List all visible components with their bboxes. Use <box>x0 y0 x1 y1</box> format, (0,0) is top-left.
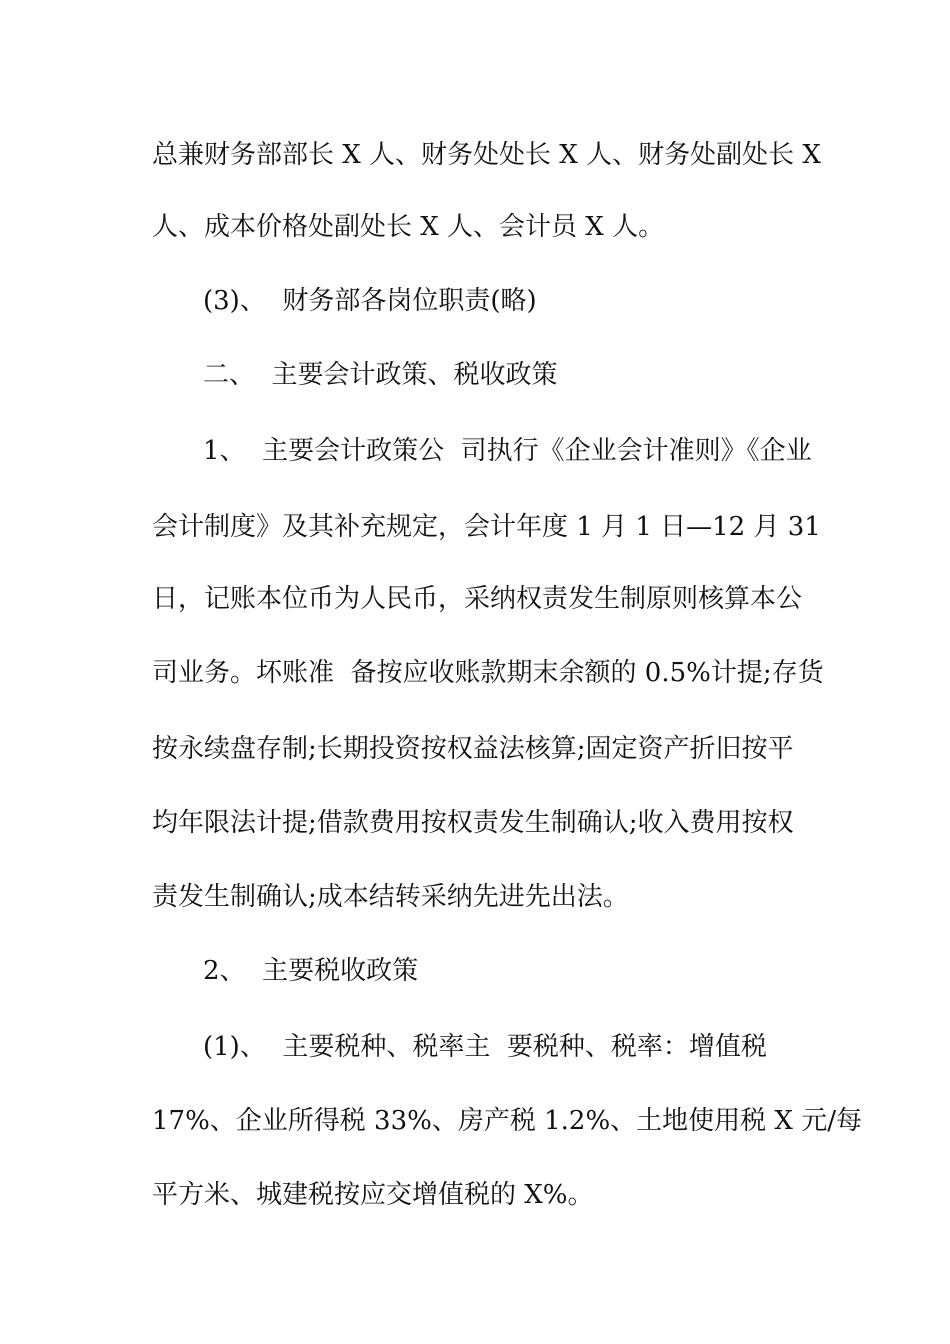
text-line-5: 1、 主要会计政策公 司执行《企业会计准则》《企业 <box>203 436 812 466</box>
text-line-11: 责发生制确认;成本结转采纳先进先出法。 <box>152 882 629 912</box>
text-line-14: 17%、企业所得税 33%、房产税 1.2%、土地使用税 X 元/每 <box>152 1106 862 1136</box>
text-line-1: 总兼财务部部长 X 人、财务处处长 X 人、财务处副处长 X <box>152 140 821 170</box>
text-line-9: 按永续盘存制;长期投资按权益法核算;固定资产折旧按平 <box>152 734 794 764</box>
text-line-3: (3)、 财务部各岗位职责(略) <box>203 286 537 316</box>
section-heading: 二、 主要会计政策、税收政策 <box>203 360 558 390</box>
text-line-2: 人、成本价格处副处长 X 人、会计员 X 人。 <box>152 212 665 242</box>
text-line-10: 均年限法计提;借款费用按权责发生制确认;收入费用按权 <box>152 808 794 838</box>
text-line-6: 会计制度》及其补充规定，会计年度 1 月 1 日—12 月 31 <box>152 512 821 542</box>
text-line-8: 司业务。坏账准 备按应收账款期末余额的 0.5%计提;存货 <box>152 658 824 688</box>
subsection-heading: 2、 主要税收政策 <box>203 956 419 986</box>
text-line-13: (1)、 主要税种、税率主 要税种、税率：增值税 <box>203 1032 767 1062</box>
text-line-15: 平方米、城建税按应交增值税的 X%。 <box>152 1180 594 1210</box>
text-line-7: 日，记账本位币为人民币，采纳权责发生制原则核算本公 <box>152 584 803 614</box>
